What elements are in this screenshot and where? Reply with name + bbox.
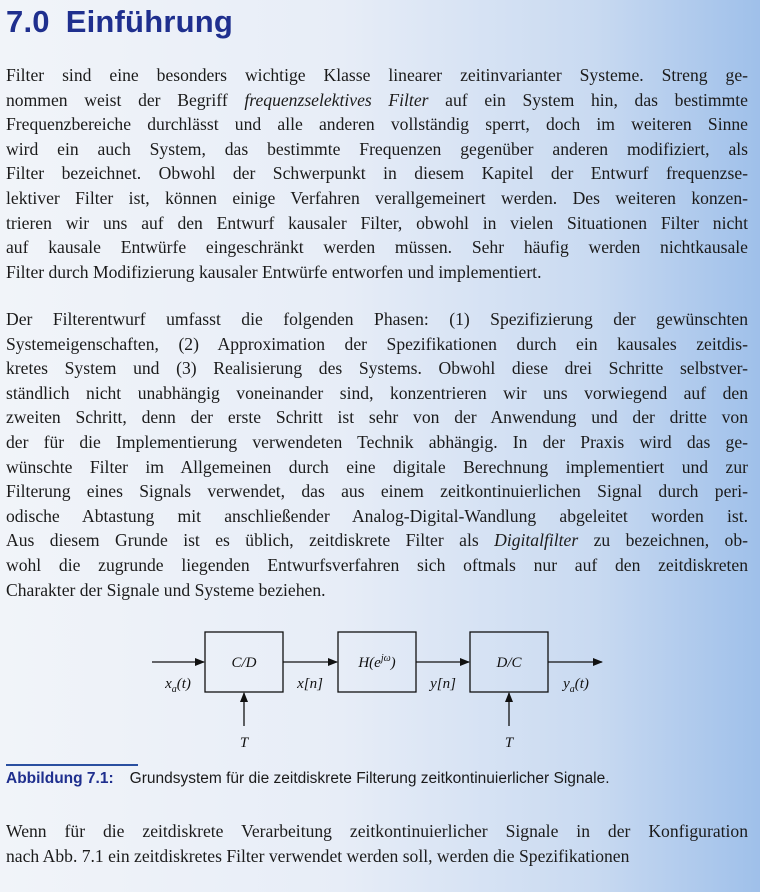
text-line: Frequenzbereiche durchlässt und alle anderen vollständig sperrt, doch im weiteren Sinne xyxy=(6,114,748,135)
text-line: nach Abb. 7.1 ein zeitdiskretes Filter verwendet werden soll, werden die Spezifikationen xyxy=(6,845,630,866)
section-number: 7.0 xyxy=(6,4,50,39)
figure-caption-text: Grundsystem für die zeitdiskrete Filterung zeitkontinuierlicher Signale. xyxy=(129,770,610,787)
text-line: der für die Implementierung verwendeten Technik abhängig. In der Praxis wird das ge- xyxy=(6,431,748,452)
caption-rule xyxy=(6,764,138,766)
figure-caption xyxy=(6,770,748,788)
paragraph-specifications xyxy=(6,819,748,868)
text-line: wünschte Filter im Allgemeinen durch eine digitale Berechnung implementiert und zur xyxy=(6,456,748,477)
text-line: Charakter der Signale und Systeme beziehen. xyxy=(6,579,326,600)
input-signal-label: $x_a(t)$ xyxy=(165,676,191,695)
text-line: Filter sind eine besonders wichtige Klasse linearer zeitinvarianter Systeme. Streng ge- xyxy=(6,65,748,85)
yn-label: y[n] xyxy=(430,676,456,692)
figure-caption-label: Abbildung 7.1: xyxy=(6,770,114,787)
text-line: lektiver Filter ist, können einige Verfahren verallgemeinert werden. Des weiteren konzen- xyxy=(6,187,748,208)
text-line: auf kausale Entwürfe eingeschränkt werden müssen. Sehr häufig werden nichtkausale xyxy=(6,237,748,258)
paragraph-phases xyxy=(6,307,748,602)
block-diagram-svg xyxy=(150,626,610,756)
text-line: wohl die zugrunde liegenden Entwurfsverfahren sich oftmals nur auf den zeitdiskreten xyxy=(6,554,748,575)
section-title: Einführung xyxy=(65,4,233,39)
filter-label: $H(e^{j\omega})$ xyxy=(358,653,396,671)
text-line: Filter durch Modifizierung kausaler Entwürfe entworfen und implementiert. xyxy=(6,261,542,282)
dc-label: D/C xyxy=(496,655,522,671)
output-signal-label: $y_a(t)$ xyxy=(563,676,589,695)
text-line: Systemeigenschaften, (2) Approximation der Spezifikationen durch ein kausales zeitdis- xyxy=(6,333,748,354)
text-line: nommen weist der Begriff frequenzselektives Filter auf ein System hin, das bestimmte xyxy=(6,89,748,110)
cd-label: C/D xyxy=(231,655,257,671)
block-diagram xyxy=(150,626,610,756)
text-line: Aus diesem Grunde ist es üblich, zeitdiskrete Filter als Digitalfilter zu bezeichnen, ob- xyxy=(6,530,748,551)
text-line: Filterung eines Signals verwendet, das aus einem zeitkontinuierlichen Signal durch peri- xyxy=(6,481,748,502)
text-line: kretes System und (3) Realisierung des Systems. Obwohl diese drei Schritte selbstver- xyxy=(6,358,748,379)
emphasized-term: frequenzselektives Filter xyxy=(244,89,429,110)
t-label-left: T xyxy=(239,735,249,751)
text-line: zweiten Schritt, denn der erste Schritt ist sehr von der Anwendung und der dritte von xyxy=(6,407,748,428)
paragraph-intro xyxy=(6,63,748,284)
t-label-right: T xyxy=(504,735,514,751)
text-line: Der Filterentwurf umfasst die folgenden Phasen: (1) Spezifizierung der gewünschten xyxy=(6,309,748,329)
text-line: Wenn für die zeitdiskrete Verarbeitung zeitkontinuierlicher Signale in der Konfiguration xyxy=(6,821,748,841)
text-line: wird ein auch System, das bestimmte Frequenzen gegenüber anderen modifiziert, als xyxy=(6,138,748,159)
text-line: Filter bezeichnet. Obwohl der Schwerpunkt in diesem Kapitel der Entwurf frequenzse- xyxy=(6,163,748,184)
emphasized-term: Digitalfilter xyxy=(494,530,579,551)
section-heading xyxy=(6,4,233,40)
text-line: trieren wir uns auf den Entwurf kausaler Filter, obwohl in vielen Situationen Filter nicht xyxy=(6,212,748,233)
text-line: odische Abtastung mit anschließender Analog-Digital-Wandlung abgeleitet worden ist. xyxy=(6,505,748,526)
xn-label: x[n] xyxy=(297,676,323,692)
text-line: ständlich nicht unabhängig voneinander sind, konzentrieren wir uns vorwiegend auf den xyxy=(6,382,748,403)
